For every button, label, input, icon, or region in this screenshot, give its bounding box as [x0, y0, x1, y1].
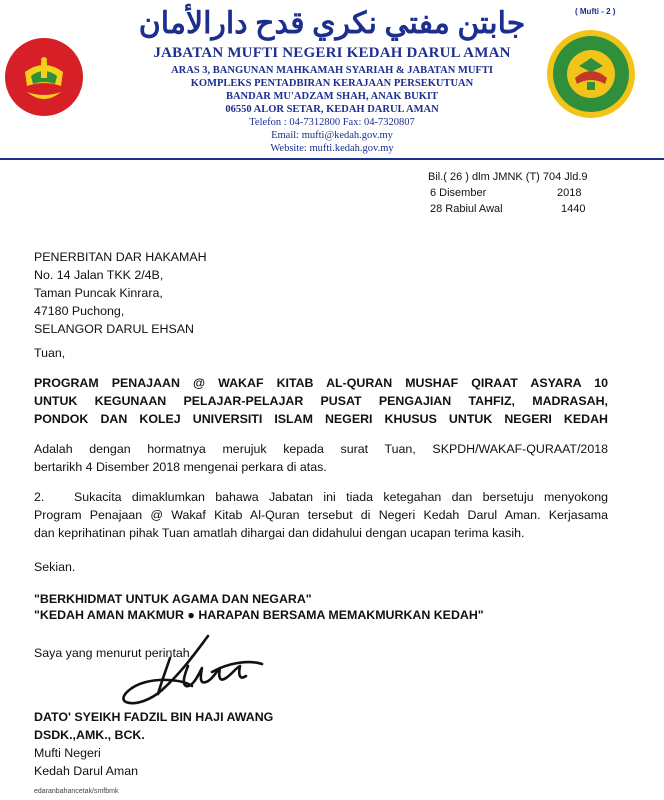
subject-line: UNTUK KEGUNAAN PELAJAR-PELAJAR PUSAT PENGAJIAN TAHFIZ, MADRASAH,: [34, 394, 608, 408]
recipient-block: [34, 248, 207, 338]
paragraph-2: [34, 488, 608, 542]
recipient-line: 47180 Puchong,: [34, 304, 125, 318]
paragraph-line: dan keprihatinan pihak Tuan amatlah dihargai dan didahului dengan ucapan terima kasih.: [34, 526, 525, 540]
address-line: KOMPLEKS PENTADBIRAN KERAJAAN PERSEKUTUAN: [190, 78, 474, 89]
subject-line: PROGRAM PENAJAAN @ WAKAF KITAB AL-QURAN MUSHAF QIRAAT ASYARA 10: [34, 376, 608, 390]
paragraph-2-number: 2.: [34, 490, 45, 504]
footer-reference: edaranbahancetak/smfbmk: [34, 788, 119, 795]
phone-fax: Telefon : 04-7312800 Fax: 04-7320807: [249, 117, 415, 128]
mufti-department-emblem-icon: [545, 28, 637, 120]
department-name: JABATAN MUFTI NEGERI KEDAH DARUL AMAN: [153, 45, 511, 61]
address-line: 06550 ALOR SETAR, KEDAH DARUL AMAN: [225, 104, 439, 115]
recipient-line: PENERBITAN DAR HAKAMAH: [34, 250, 207, 264]
recipient-line: No. 14 Jalan TKK 2/4B,: [34, 268, 164, 282]
recipient-line: Taman Puncak Kinrara,: [34, 286, 163, 300]
motto-2: "KEDAH AMAN MAKMUR ● HARAPAN BERSAMA MEMAKMURKAN KEDAH": [34, 608, 484, 622]
page-tag: ( Mufti - 2 ): [575, 7, 616, 16]
motto-1: "BERKHIDMAT UNTUK AGAMA DAN NEGARA": [34, 592, 312, 606]
paragraph-line: Program Penajaan @ Wakaf Kitab Al-Quran tersebut di Negeri Kedah Darul Aman. Kerjasama: [34, 508, 608, 522]
paragraph-1: [34, 440, 608, 476]
subject-line: PONDOK DAN KOLEJ UNIVERSITI ISLAM NEGERI KHUSUS UNTUK NEGERI KEDAH: [34, 412, 608, 426]
paragraph-line: Adalah dengan hormatnya merujuk kepada surat Tuan, SKPDH/WAKAF-QURAAT/2018: [34, 442, 608, 456]
sign-off: Saya yang menurut perintah,: [34, 646, 194, 660]
arabic-letterhead-title: جابتن مفتي نكري قدح دارالأمان: [138, 7, 526, 40]
year-hijri: 1440: [561, 203, 586, 215]
date-hijri: 28 Rabiul Awal: [430, 203, 503, 215]
kedah-state-crest-icon: [3, 36, 85, 118]
reference-number: Bil.( 26 ) dlm JMNK (T) 704 Jld.9: [428, 171, 588, 183]
paragraph-line: bertarikh 4 Disember 2018 mengenai perkara di atas.: [34, 460, 327, 474]
address-line: BANDAR MU'ADZAM SHAH, ANAK BUKIT: [225, 91, 439, 102]
email: Email: mufti@kedah.gov.my: [271, 130, 393, 141]
website: Website: mufti.kedah.gov.my: [270, 143, 394, 154]
signatory-name: DATO' SYEIKH FADZIL BIN HAJI AWANG: [34, 710, 274, 724]
date-gregorian: 6 Disember: [430, 187, 487, 199]
handwritten-signature: [100, 632, 270, 718]
year-gregorian: 2018: [557, 187, 582, 199]
paragraph-line: Sukacita dimaklumkan bahawa Jabatan ini tiada ketegahan dan bersetuju menyokong: [74, 490, 608, 504]
signatory-place: Kedah Darul Aman: [34, 764, 139, 778]
signatory-titles: DSDK.,AMK., BCK.: [34, 728, 145, 742]
closing: Sekian.: [34, 560, 76, 574]
letterhead-divider: [0, 158, 664, 160]
subject-block: [34, 374, 608, 428]
signatory-position: Mufti Negeri: [34, 746, 101, 760]
salutation: Tuan,: [34, 346, 66, 360]
address-line: ARAS 3, BANGUNAN MAHKAMAH SYARIAH & JABATAN MUFTI: [171, 65, 493, 76]
recipient-line: SELANGOR DARUL EHSAN: [34, 322, 194, 336]
